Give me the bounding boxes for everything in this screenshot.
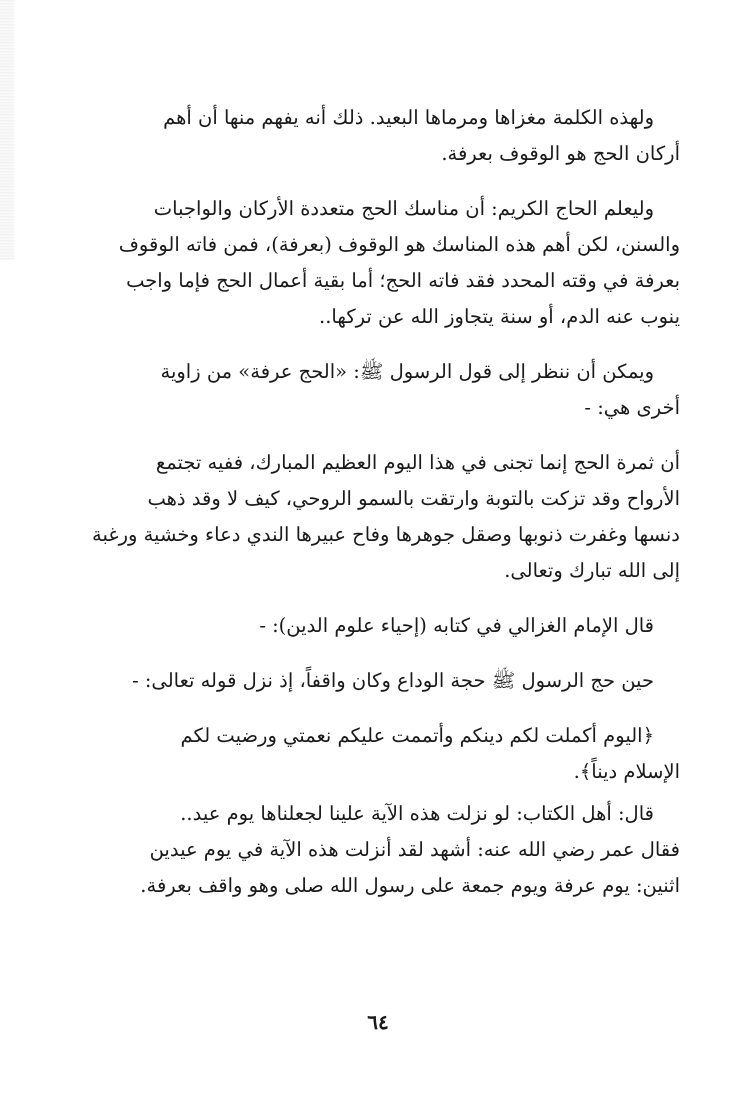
text-line: حين حج الرسول ﷺ حجة الوداع وكان واقفاً، إذ نزل قوله تعالى: - <box>132 669 654 692</box>
page-number: ٦٤ <box>367 1010 389 1034</box>
document-page <box>76 100 680 923</box>
text-line: ينوب عنه الدم، أو سنة يتجاوز الله عن تركها.. <box>319 305 680 328</box>
paragraph-umar-response <box>76 796 680 904</box>
text-line: إلى الله تبارك وتعالى. <box>504 559 680 582</box>
text-line: قال الإمام الغزالي في كتابه (إحياء علوم الدين): - <box>259 614 654 637</box>
text-line: والسنن، لكن أهم هذه المناسك هو الوقوف (بعرفة)، فمن فاته الوقوف <box>118 233 680 256</box>
paragraph-quran-verse <box>76 718 680 790</box>
text-line: دنسها وغفرت ذنوبها وصقل جوهرها وفاح عبيرها الندي دعاء وخشية ورغبة <box>92 523 680 546</box>
paragraph-hadith-view <box>76 354 680 426</box>
text-line: الأرواح وقد تزكت بالتوبة وارتقت بالسمو الروحي، كيف لا وقد ذهب <box>147 487 680 510</box>
paragraph-hajj-rites <box>76 191 680 335</box>
text-line: الإسلام ديناً﴾. <box>573 760 680 783</box>
paragraph-ghazali-quote <box>76 608 680 644</box>
text-line: قال: أهل الكتاب: لو نزلت هذه الآية علينا لجعلناها يوم عيد.. <box>180 802 654 825</box>
text-line: أخرى هي: - <box>584 396 680 419</box>
text-line: بعرفة في وقته المحدد فقد فاته الحج؛ أما بقية أعمال الحج فإما واجب <box>126 269 680 292</box>
text-line: فقال عمر رضي الله عنه: أشهد لقد أنزلت هذه الآية في يوم عيدين <box>149 838 680 861</box>
text-line: ﴿اليوم أكملت لكم دينكم وأتممت عليكم نعمتي ورضيت لكم <box>180 724 654 747</box>
text-line: أن ثمرة الحج إنما تجنى في هذا اليوم العظيم المبارك، ففيه تجتمع <box>155 451 680 474</box>
text-line: ولهذه الكلمة مغزاها ومرماها البعيد. ذلك أنه يفهم منها أن أهم <box>163 106 654 129</box>
paragraph-farewell-hajj <box>76 663 680 699</box>
text-line: اثنين: يوم عرفة ويوم جمعة على رسول الله صلى وهو واقف بعرفة. <box>140 874 680 897</box>
text-line: ويمكن أن ننظر إلى قول الرسول ﷺ: «الحج عرفة» من زاوية <box>160 360 654 383</box>
text-line: وليعلم الحاج الكريم: أن مناسك الحج متعددة الأركان والواجبات <box>153 197 654 220</box>
text-line: أركان الحج هو الوقوف بعرفة. <box>441 142 680 165</box>
scan-edge-artifact <box>0 0 14 260</box>
paragraph-arafah-meaning <box>76 100 680 172</box>
paragraph-fruit-of-hajj <box>76 445 680 589</box>
